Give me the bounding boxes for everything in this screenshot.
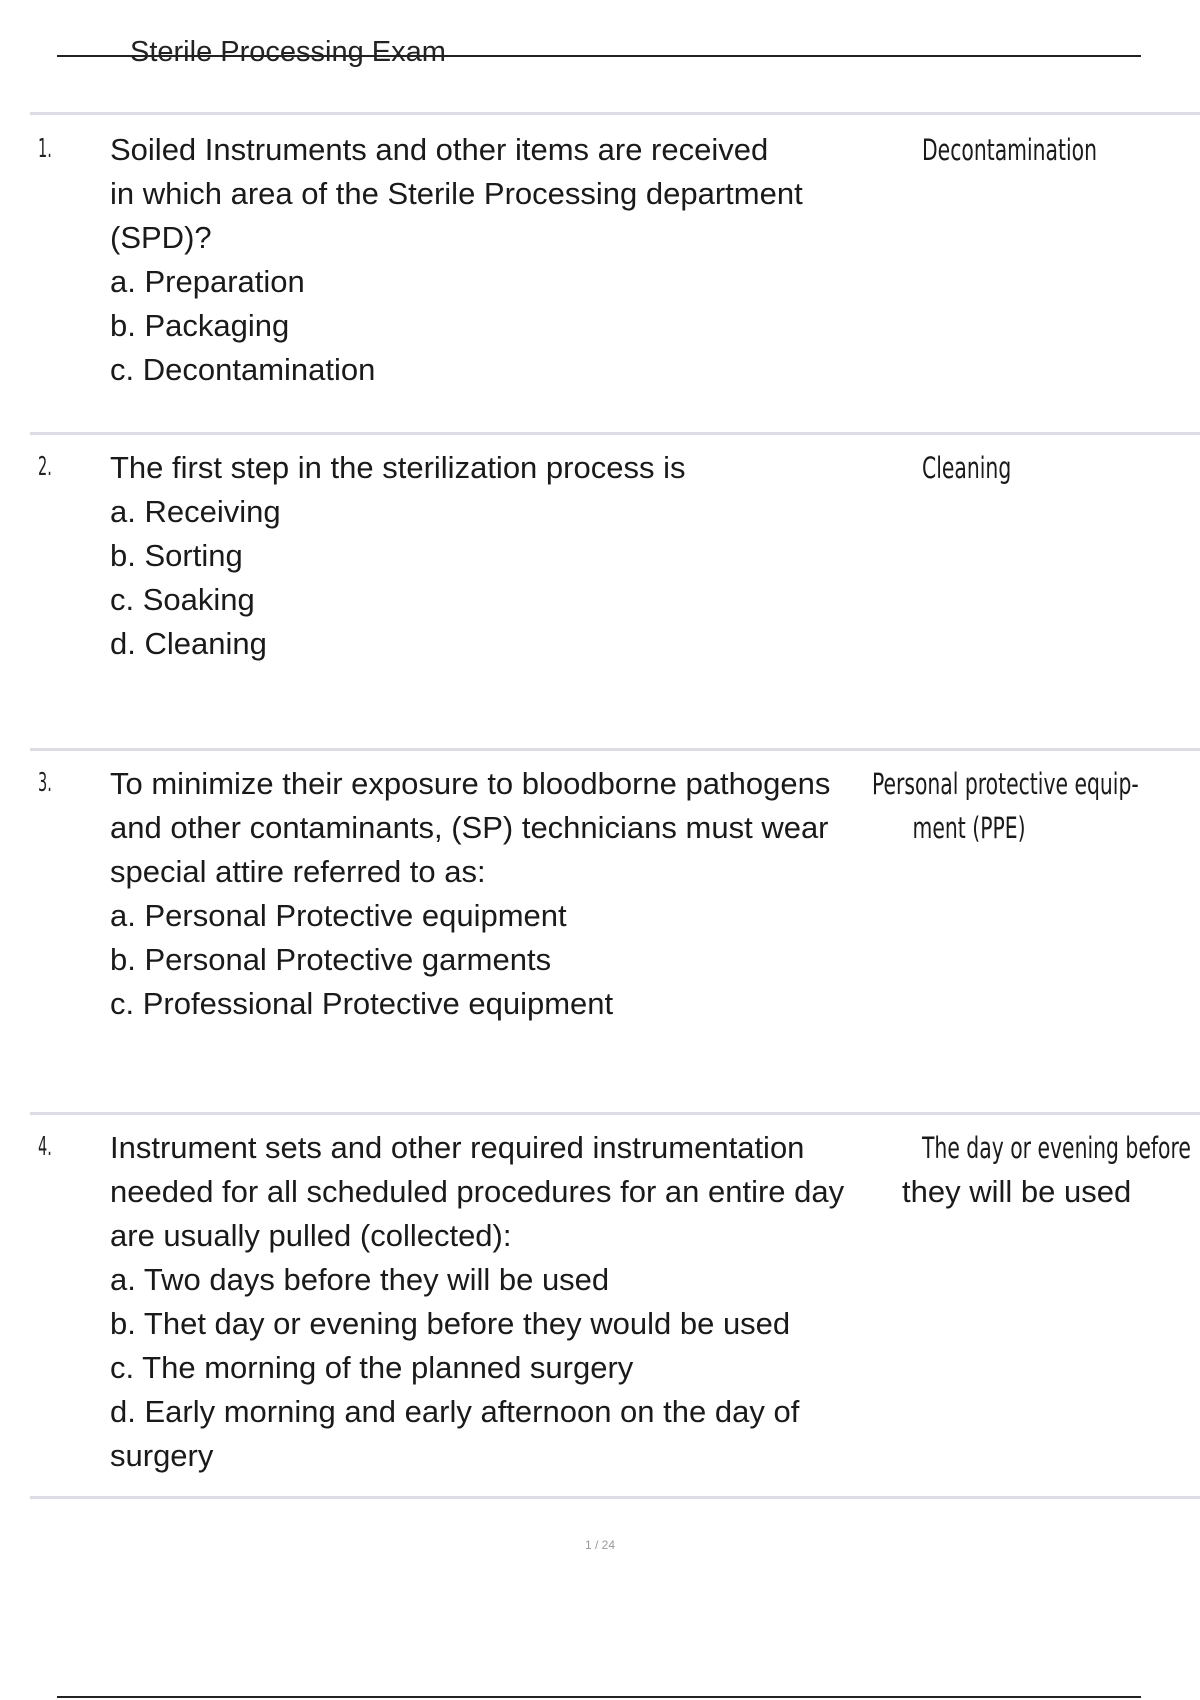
question-divider	[30, 1496, 1200, 1499]
question-divider	[30, 112, 1200, 115]
question-number: 3.	[38, 768, 52, 798]
answer-option: surgery	[110, 1438, 214, 1473]
answer-option: c. Professional Protective equipment	[110, 986, 614, 1021]
question-text	[110, 128, 890, 392]
question-stem-line: The first step in the sterilization process is	[110, 450, 686, 485]
answer-option: b. Thet day or evening before they would be used	[110, 1306, 791, 1341]
answer-key	[922, 1126, 1191, 1170]
question-stem-line: and other contaminants, (SP) technicians must wear	[110, 810, 829, 845]
answer-option: a. Personal Protective equipment	[110, 898, 567, 933]
document-title: Sterile Processing Exam	[130, 36, 446, 68]
answer-option: c. Decontamination	[110, 352, 376, 387]
question-divider	[30, 1112, 1200, 1115]
answer-key	[872, 762, 1139, 850]
answer-option: a. Receiving	[110, 494, 281, 529]
question-text	[110, 1126, 890, 1478]
answer-key: Decontamination	[922, 133, 1098, 167]
question-number: 4.	[38, 1132, 52, 1162]
answer-option: a. Two days before they will be used	[110, 1262, 610, 1297]
question-number: 1.	[38, 134, 52, 164]
answer-option: b. Packaging	[110, 308, 290, 343]
question-stem-line: special attire referred to as:	[110, 854, 486, 889]
answer-option: d. Cleaning	[110, 626, 267, 661]
question-stem-line: in which area of the Sterile Processing department	[110, 176, 803, 211]
question-stem-line: Instrument sets and other required instrumentation	[110, 1130, 805, 1165]
answer-option: b. Personal Protective garments	[110, 942, 552, 977]
answer-option: c. Soaking	[110, 582, 255, 617]
answer-option: a. Preparation	[110, 264, 305, 299]
question-stem-line: needed for all scheduled procedures for an entire day	[110, 1174, 845, 1209]
question-stem-line: To minimize their exposure to bloodborne pathogens	[110, 766, 831, 801]
answer-option: b. Sorting	[110, 538, 243, 573]
answer-key-line: The day or evening before	[922, 1131, 1191, 1165]
question-divider	[30, 748, 1200, 751]
footer-rule	[57, 1696, 1141, 1698]
answer-key-line: they will be used	[902, 1174, 1132, 1209]
answer-option: c. The morning of the planned surgery	[110, 1350, 634, 1385]
question-stem-line: are usually pulled (collected):	[110, 1218, 512, 1253]
question-text	[110, 446, 890, 666]
question-number: 2.	[38, 452, 52, 482]
question-divider	[30, 432, 1200, 435]
question-text	[110, 762, 890, 1026]
question-stem-line: Soiled Instruments and other items are received	[110, 132, 769, 167]
answer-key-line: Personal protective equip-	[872, 767, 1139, 801]
answer-option: d. Early morning and early afternoon on the day of	[110, 1394, 800, 1429]
document-header	[57, 32, 1141, 72]
page-number: 1 / 24	[584, 1538, 616, 1552]
answer-key-line: ment (PPE)	[912, 811, 1026, 845]
answer-key: Cleaning	[922, 451, 1012, 485]
question-stem-line: (SPD)?	[110, 220, 212, 255]
